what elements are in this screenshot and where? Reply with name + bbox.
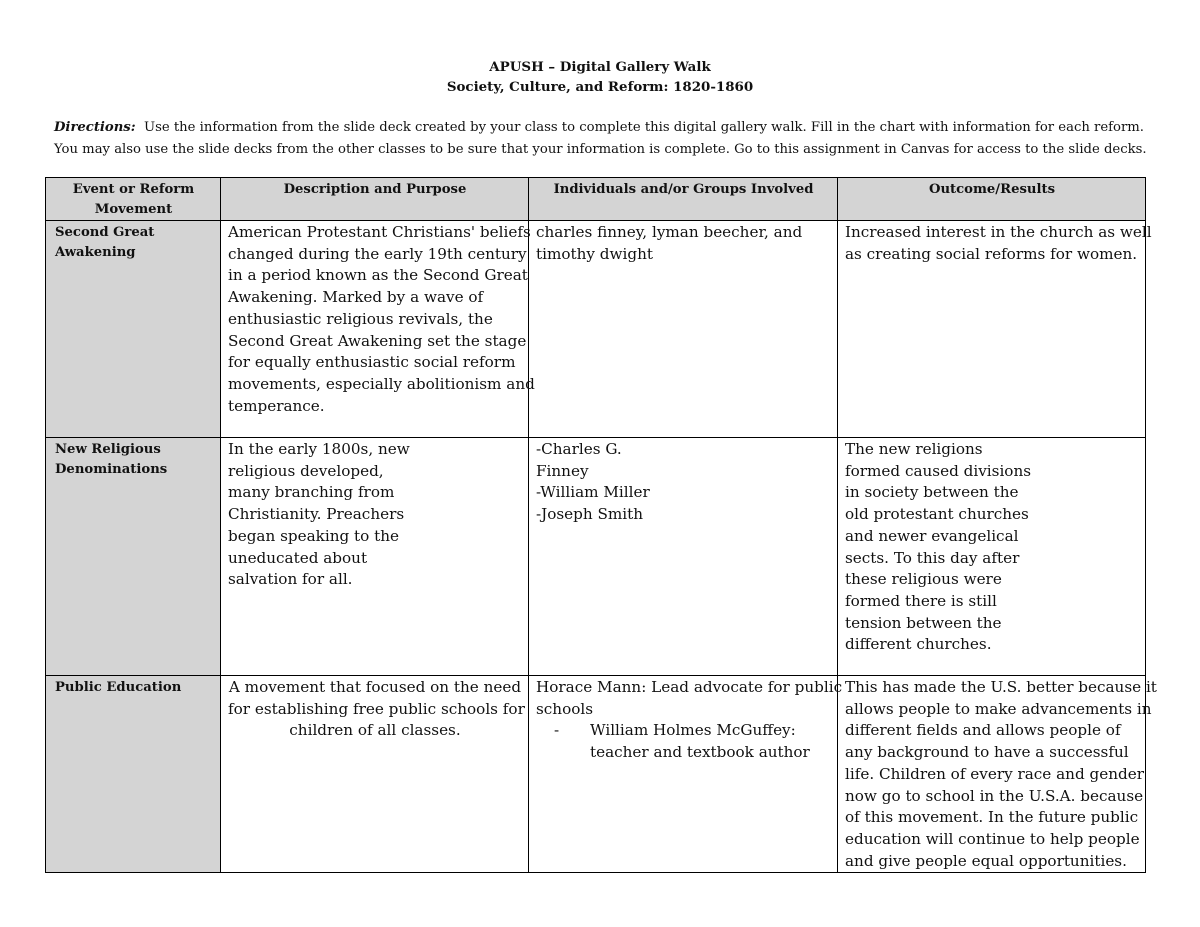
description-cell[interactable]: A movement that focused on the need for establishing free public schools for children of all classes. <box>221 676 529 873</box>
description-cell[interactable]: American Protestant Christians' beliefs changed during the early 19th century in a period known as the Second Great Awakening. Marked by a wave of enthusiastic religious revivals, the Second Great Awakening set the stage for equally enthusiastic social reform movements, especially abolitionism and temperance. <box>221 221 529 438</box>
list-item: - William Holmes McGuffey: teacher and textbook author <box>536 720 831 763</box>
outcome-cell[interactable]: This has made the U.S. better because it allows people to make advancements in different fields and allows people of any background to have a successful life. Children of every race and gender now go to school in the U.S.A. because of this movement. In the future public education will continue to help people and give people equal opportunities. <box>838 676 1146 873</box>
table-row <box>46 676 1146 873</box>
event-cell: New Religious Denominations <box>46 438 221 676</box>
individuals-cell[interactable]: -Charles G. Finney -William Miller -Joseph Smith <box>529 438 838 676</box>
reform-chart <box>45 177 1157 873</box>
individuals-cell[interactable]: charles finney, lyman beecher, and timothy dwight <box>529 221 838 438</box>
event-cell: Second Great Awakening <box>46 221 221 438</box>
event-cell: Public Education <box>46 676 221 873</box>
page-title: APUSH – Digital Gallery Walk <box>489 59 711 75</box>
outcome-cell[interactable]: Increased interest in the church as well as creating social reforms for women. <box>838 221 1146 438</box>
table-row <box>46 221 1146 438</box>
page-subtitle: Society, Culture, and Reform: 1820-1860 <box>446 79 754 95</box>
header-description: Description and Purpose <box>221 178 529 221</box>
page-header <box>0 57 1200 97</box>
description-cell[interactable]: In the early 1800s, new religious developed, many branching from Christianity. Preachers began speaking to the uneducated about salvation for all. <box>221 438 529 676</box>
header-event: Event or Reform Movement <box>46 178 221 221</box>
directions-label: Directions: <box>54 120 136 135</box>
header-row <box>46 178 1146 221</box>
directions-text: Use the information from the slide deck created by your class to complete this digital gallery walk. Fill in the chart with information for each reform. You may also use the slide decks from the other classes to be sure that your information is complete. Go to this assignment in Canvas for access to the slide decks. <box>54 120 1147 157</box>
header-outcome: Outcome/Results <box>838 178 1146 221</box>
header-individuals: Individuals and/or Groups Involved <box>529 178 838 221</box>
outcome-cell[interactable]: The new religions formed caused divisions in society between the old protestant churches and newer evangelical sects. To this day after these religious were formed there is still tension between the different churches. <box>838 438 1146 676</box>
directions <box>54 117 1154 161</box>
bullet-marker: - <box>554 721 560 740</box>
table-row <box>46 438 1146 676</box>
individuals-cell[interactable]: Horace Mann: Lead advocate for public schools - William Holmes McGuffey: teacher and textbook author <box>529 676 838 873</box>
